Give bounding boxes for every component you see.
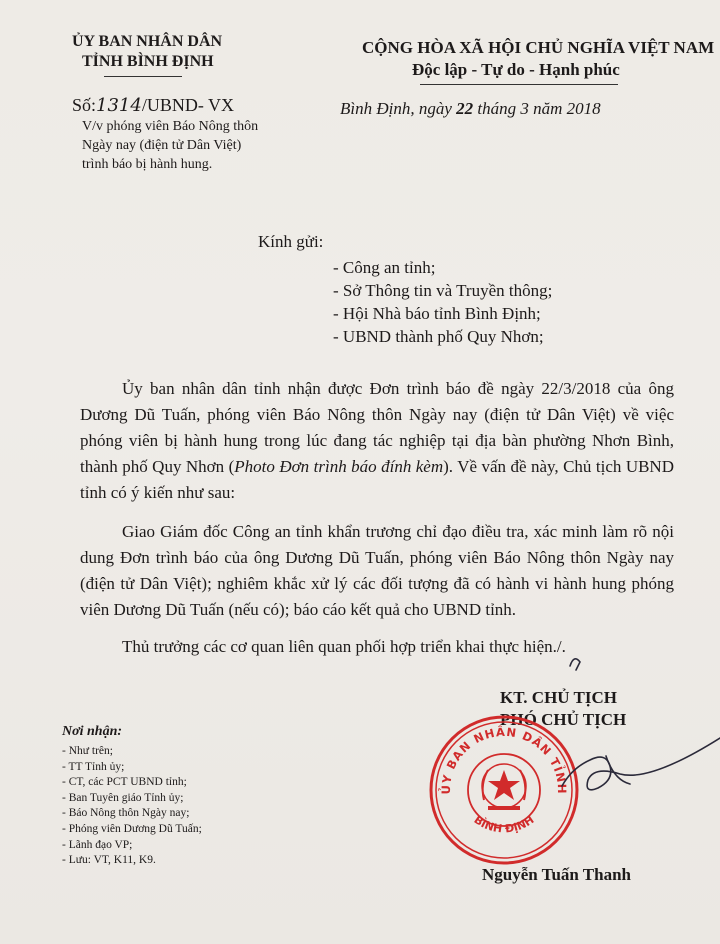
recipient-item: - UBND thành phố Quy Nhơn; (333, 327, 544, 346)
recipients-label: Kính gửi: (258, 232, 324, 251)
recipient-item: - Công an tỉnh; (333, 258, 436, 277)
document-subject (82, 117, 258, 174)
paragraph-text: ). Về vấn đề này, Chủ tịch UBND tỉnh có ý kiến như sau: (80, 457, 674, 502)
distribution-item: - Lãnh đạo VP; (62, 838, 133, 851)
seal-bottom-text: BÌNH ĐỊNH (471, 813, 537, 836)
body-paragraph-1 (80, 376, 674, 506)
distribution-item: - Ban Tuyên giáo Tỉnh ủy; (62, 791, 184, 804)
subject-line: trình báo bị hành hung. (82, 157, 213, 172)
date-day-handwritten: 22 (456, 99, 474, 118)
distribution-item: - Báo Nông thôn Ngày nay; (62, 807, 190, 820)
body-paragraph-3: Thủ trưởng các cơ quan liên quan phối hợp triển khai thực hiện./. (122, 637, 566, 656)
recipient-item: - Hội Nhà báo tỉnh Bình Định; (333, 304, 541, 323)
signer-role-line2: PHÓ CHỦ TỊCH (500, 710, 627, 729)
motto-underline (420, 84, 618, 85)
document-number-prefix: Số: (72, 95, 97, 115)
date-prefix: Bình Định, ngày (340, 99, 457, 118)
document-number (72, 95, 234, 116)
distribution-item: - Lưu: VT, K11, K9. (62, 854, 156, 867)
national-motto: Độc lập - Tự do - Hạnh phúc (412, 60, 620, 79)
subject-line: Ngày nay (điện tử Dân Việt) (82, 138, 242, 153)
signer-name: Nguyễn Tuấn Thanh (482, 865, 632, 884)
document-number-suffix: /UBND- VX (141, 95, 234, 115)
paragraph-italic-text: Photo Đơn trình báo đính kèm (234, 457, 444, 476)
date-suffix: tháng 3 năm 2018 (473, 99, 601, 118)
distribution-list (62, 744, 202, 869)
distribution-title: Nơi nhận: (62, 724, 123, 739)
handwritten-signature (510, 648, 720, 828)
signer-role-line1: KT. CHỦ TỊCH (500, 688, 617, 707)
seal-top-text: ỦY BAN NHÂN DÂN TỈNH (438, 724, 570, 795)
recipients-list (333, 256, 552, 348)
distribution-item: - Như trên; (62, 745, 113, 757)
national-title: CỘNG HÒA XÃ HỘI CHỦ NGHĨA VIỆT NAM (362, 38, 715, 57)
paragraph-text: Ủy ban nhân dân tỉnh nhận được Đơn trình báo đề ngày 22/3/2018 của ông Dương Dũ Tuấn, phóng viên Báo Nông thôn Ngày nay (điện tử Dân Việt) về việc phóng viên bị hành hung trong lúc đang tác nghiệp tại địa bàn phường Nhơn Bình, thành phố Quy Nhơn ( (80, 379, 674, 476)
distribution-item: - TT Tỉnh ủy; (62, 760, 125, 773)
org-underline (104, 76, 182, 77)
recipient-item: - Sở Thông tin và Truyền thông; (333, 281, 553, 300)
distribution-item: - Phóng viên Dương Dũ Tuấn; (62, 822, 202, 835)
body-paragraph-2: Giao Giám đốc Công an tỉnh khẩn trương chỉ đạo điều tra, xác minh làm rõ nội dung Đơn trình báo của ông Dương Dũ Tuấn, phóng viên Báo Nông thôn Ngày nay (điện tử Dân Việt); nghiêm khắc xử lý các đối tượng đã có hành vi hành hung phóng viên Dương Dũ Tuấn (nếu có); báo cáo kết quả cho UBND tỉnh. (80, 522, 674, 619)
document-date (340, 99, 601, 119)
document-number-handwritten: 1314 (96, 95, 142, 116)
subject-line: V/v phóng viên Báo Nông thôn (82, 119, 259, 134)
org-name-line2: TỈNH BÌNH ĐỊNH (82, 53, 214, 70)
distribution-item: - CT, các PCT UBND tỉnh; (62, 776, 187, 789)
org-name-line1: ỦY BAN NHÂN DÂN (72, 33, 223, 50)
